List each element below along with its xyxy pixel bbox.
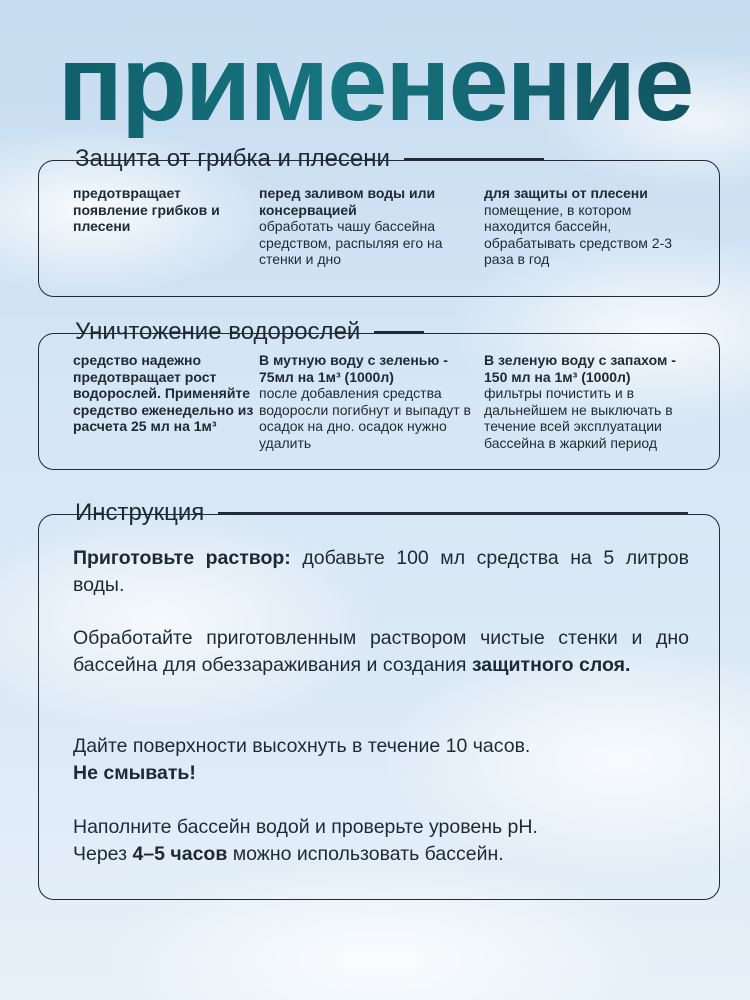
algae-section-heading: Уничтожение водорослей (75, 318, 361, 345)
algae-col-green-water (484, 352, 699, 451)
step2-text: Обработайте приготовленным раствором чистые стенки и дно бассейна для обеззараживания и создания (73, 627, 689, 676)
algae-destruction-section (38, 318, 720, 470)
instructions-heading: Инструкция (75, 499, 205, 526)
fungus-col3-text: помещение, в котором находится бассейн, обрабатывать средством 2-3 раза в год (484, 201, 673, 267)
fungus-col2-text: обработать чашу бассейна средством, распыляя его на стенки и дно (259, 218, 443, 267)
header-divider (374, 331, 424, 333)
fungus-col3-bold: для защиты от плесени (484, 185, 648, 201)
fungus-col2-bold: перед заливом воды или консервацией (259, 185, 436, 218)
algae-col2-bold: В мутную воду с зеленью - 75мл на 1м³ (1000л) (259, 352, 448, 385)
step2-bold: защитного слоя. (471, 654, 631, 676)
page-title: применение (0, 28, 750, 138)
step4-bold: 4–5 часов (132, 843, 228, 865)
fungus-col-prevention (73, 185, 259, 268)
header-divider (218, 512, 688, 514)
fungus-protection-section (38, 145, 720, 297)
algae-col1-bold2: Применяйте средство еженедельно из расчета 25 мл на 1м³ (73, 385, 254, 434)
step4-text3: можно использовать бассейн. (227, 843, 504, 865)
fungus-col-before-fill (259, 185, 484, 268)
algae-col2-text: после добавления средства водоросли погибнут и выпадут в осадок на дно. осадок нужно удалить (259, 385, 471, 451)
instruction-step-3 (73, 733, 689, 787)
fungus-section-heading: Защита от грибка и плесени (75, 145, 390, 172)
algae-col-cloudy-water (259, 352, 484, 451)
step3-bold: Не смывать! (73, 762, 196, 784)
step1-text: добавьте 100 мл средства на 5 литров воды. (73, 547, 689, 596)
algae-col3-bold: В зеленую воду с запахом - 150 мл на 1м³ (1000л) (484, 352, 676, 385)
instruction-step-4 (73, 814, 689, 868)
instruction-step-1 (73, 545, 689, 599)
algae-col3-text: фильтры почистить и в дальнейшем не выключать в течение всей эксплуатации бассейна в жаркий период (484, 385, 673, 451)
instructions-section (38, 499, 720, 900)
fungus-section-header (63, 141, 556, 177)
step3-text: Дайте поверхности высохнуть в течение 10 часов. (73, 735, 531, 757)
step4-text2: Через (73, 843, 133, 865)
algae-col-weekly (73, 352, 259, 451)
fungus-col-mold (484, 185, 699, 268)
instructions-section-header (63, 495, 700, 531)
step1-bold: Приготовьте раствор: (73, 547, 291, 569)
fungus-col1-text: предотвращает появление грибков и плесени (73, 185, 220, 234)
instruction-step-2 (73, 625, 689, 679)
header-divider (404, 158, 544, 160)
algae-section-header (63, 314, 436, 350)
algae-col1-bold1: средство надежно предотвращает рост водорослей. (73, 352, 217, 401)
step4-text: Наполните бассейн водой и проверьте уровень pH. (73, 816, 538, 838)
